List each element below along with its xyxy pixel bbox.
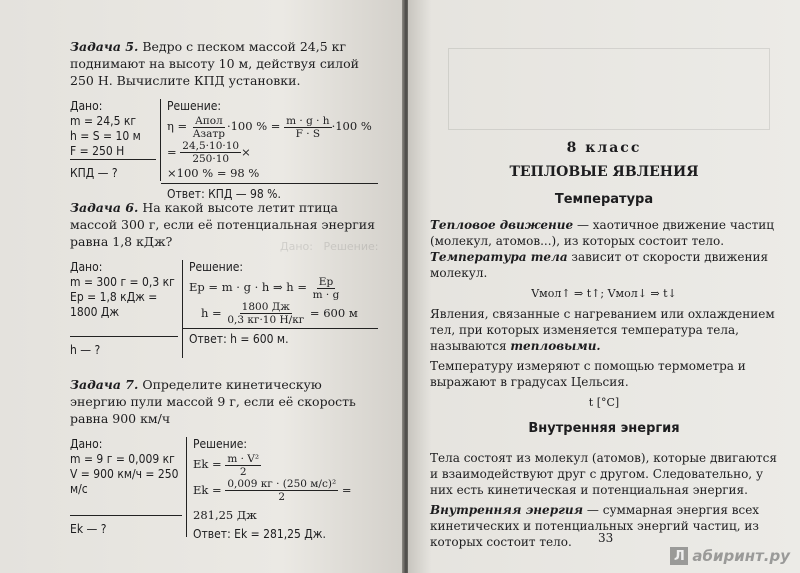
frac-num: Aпол	[195, 114, 223, 127]
task5-answer: Ответ: КПД — 98 %.	[167, 187, 281, 201]
formula-celsius: t [°C]	[588, 396, 620, 409]
task7-label: Задача 7.	[70, 377, 139, 392]
paragraph-thermometer: Температуру измеряют с помощью термометра и выражают в градусах Цельсия.	[430, 359, 746, 389]
eq-lhs: Ek =	[193, 457, 222, 471]
task5-label: Задача 5.	[70, 39, 139, 54]
task6-answer: Ответ: h = 600 м.	[189, 332, 289, 346]
formula-speed-temperature: Vмол↑ ⇒ t↑; Vмол↓ ⇒ t↓	[531, 287, 677, 300]
frac-den: 250·10	[192, 153, 230, 165]
task7-find: Ek — ?	[70, 515, 182, 537]
eq-rhs: = 281,25 Дж	[193, 482, 352, 522]
watermark-text: абиринт.ру	[692, 547, 790, 565]
paragraph-text: — хаотичное движение частиц (молекул, атомов...), из которых состоит тело.	[430, 218, 774, 248]
task6-solution-title: Решение:	[189, 260, 244, 274]
watermark	[670, 547, 790, 565]
eq-part: ×	[241, 144, 251, 159]
frac-num: 0,009 кг · (250 м/с)²	[227, 478, 337, 490]
task7-answer: Ответ: Ek = 281,25 Дж.	[193, 527, 326, 541]
task6-table	[70, 260, 378, 358]
task7-solution-col	[187, 437, 378, 541]
page-number: 33	[598, 531, 614, 545]
eq-part: ·100 % =	[167, 119, 372, 159]
bleed-through-text: Дано: Решение:	[280, 240, 379, 253]
frac-den: 2	[239, 465, 247, 478]
task5-solution-col	[161, 99, 378, 201]
task7-given-item: m = 9 г = 0,009 кг	[70, 452, 175, 466]
frac-den: F · S	[295, 127, 321, 140]
fraction	[284, 115, 331, 140]
task6-find: h — ?	[70, 336, 178, 358]
eq-rhs: = 600 м	[309, 305, 358, 320]
task6-equation2	[189, 301, 378, 327]
frac-den: Aзатр	[192, 127, 225, 140]
task7-text: Определите кинетическую энергию пули массой 9 г, если её скорость равна 900 км/ч	[70, 377, 356, 426]
fraction	[180, 140, 241, 165]
task6-label: Задача 6.	[70, 200, 139, 215]
paragraph-thermal-phenomena	[430, 306, 778, 354]
subsection-internal-energy: Внутренняя энергия	[528, 421, 680, 436]
task5-solution-title: Решение:	[167, 99, 222, 113]
task7-equation2	[193, 478, 378, 528]
term: Внутренняя энергия	[430, 503, 584, 517]
grade-heading: 8 класс	[566, 140, 642, 156]
frac-num: m · V²	[227, 452, 260, 465]
task5-given-item: m = 24,5 кг	[70, 114, 137, 128]
section-title: ТЕПЛОВЫЕ ЯВЛЕНИЯ	[509, 164, 699, 180]
task5-given-item: F = 250 Н	[70, 144, 125, 158]
task6-given-title: Дано:	[70, 260, 103, 274]
task5-given-col	[70, 99, 161, 181]
divider	[161, 183, 378, 184]
task7-equation1	[193, 452, 378, 478]
task7-given-item: V = 900 км/ч = 250 м/с	[70, 467, 179, 496]
task6-given-item: m = 300 г = 0,3 кг	[70, 275, 175, 289]
frac-den: 2	[278, 491, 286, 503]
term: Тепловое движение	[430, 218, 574, 232]
subsection-temperature: Температура	[554, 192, 654, 207]
task7-given-title: Дано:	[70, 437, 103, 451]
term: тепловыми.	[510, 339, 601, 353]
divider	[183, 328, 378, 329]
term: Температура тела	[430, 250, 568, 264]
paragraph-text: Явления, связанные с нагреванием или охлаждением тел, при которых изменяется температура тела, называются	[430, 307, 775, 353]
frac-num: m · g · h	[286, 114, 330, 127]
task5-table	[70, 99, 378, 201]
paragraph-thermal-motion	[430, 217, 778, 249]
fraction	[225, 453, 261, 478]
task5-text: Ведро с песком массой 24,5 кг поднимают на высоту 10 м, действуя силой 250 Н. Вычислите КПД установки.	[70, 39, 359, 88]
task6-solution-col	[183, 260, 378, 358]
frac-num: 24,5·10·10	[182, 140, 240, 152]
watermark-logo-icon: Л	[670, 547, 688, 565]
task5-find: КПД — ?	[70, 159, 156, 181]
task7-statement	[70, 376, 378, 427]
eq-lhs: η =	[167, 119, 188, 133]
task6-given-item: Ep = 1,8 кДж = 1800 Дж	[70, 290, 158, 319]
fraction	[225, 301, 306, 326]
task6-text: На какой высоте летит птица массой 300 г, если её потенциальная энергия равна 1,8 кДж?	[70, 200, 375, 249]
eq-part: ·100 % =	[226, 119, 281, 133]
frac-num: Ep	[318, 275, 334, 288]
task5-equation	[167, 114, 378, 165]
paragraph-text: зависит от скорости движения молекул.	[430, 250, 769, 280]
bleed-through-table	[448, 48, 770, 130]
task5-given-title: Дано:	[70, 99, 103, 113]
fraction	[311, 276, 342, 301]
task6-equation1	[189, 275, 378, 301]
eq-lhs: Ep = m · g · h ⇒ h =	[189, 280, 307, 294]
fraction	[225, 478, 338, 503]
paragraph-molecules: Тела состоят из молекул (атомов), которые двигаются и взаимодействуют друг с другом. Следовательно, у них есть кинетическая и потенциальная энергия.	[430, 451, 777, 497]
task7-given-col	[70, 437, 187, 537]
paragraph-body-temperature	[430, 249, 778, 281]
task7-table	[70, 437, 378, 541]
task5-given-item: h = S = 10 м	[70, 129, 141, 143]
eq-lhs: h =	[201, 305, 222, 320]
frac-num: 1800 Дж	[241, 301, 290, 313]
task5-equation-line2: ×100 % = 98 %	[167, 166, 260, 180]
task6-given-col	[70, 260, 183, 358]
eq-lhs: Ek =	[193, 482, 222, 497]
task5-statement	[70, 38, 378, 89]
paragraph-text: — суммарная энергия всех кинетических и потенциальных энергий частиц, из которых состоит тело.	[430, 503, 760, 549]
right-page	[408, 0, 800, 573]
frac-den: m · g	[312, 288, 340, 301]
fraction	[191, 115, 227, 140]
frac-den: 0,3 кг·10 Н/кг	[227, 314, 305, 326]
task7-solution-title: Решение:	[193, 437, 248, 451]
task6-statement	[70, 199, 378, 250]
